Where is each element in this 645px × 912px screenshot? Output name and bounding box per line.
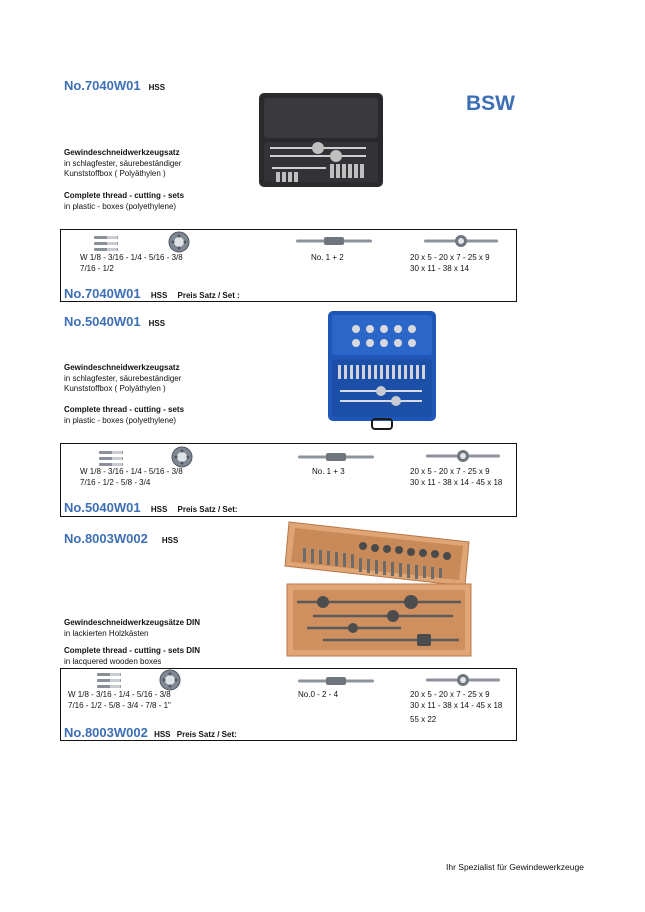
- tap-sizes: [80, 253, 183, 274]
- price-material: HSS: [154, 730, 171, 739]
- die-stock-line: 20 x 5 - 20 x 7 - 25 x 9: [410, 690, 490, 699]
- taps-icon: [93, 234, 121, 252]
- die-stock-sizes: [410, 253, 490, 274]
- die-stock-line: 30 x 11 - 38 x 14: [410, 263, 469, 273]
- die-icon: [159, 669, 181, 691]
- product-image: [326, 309, 438, 431]
- description-en-line: in plastic - boxes (polyethylene): [64, 201, 177, 211]
- price-row: [64, 286, 240, 301]
- product-image: [283, 518, 475, 658]
- material-label: HSS: [148, 83, 166, 92]
- description-de-line: in schlagfester, säurebeständiger: [64, 158, 182, 168]
- price-row: [64, 500, 238, 515]
- description-en: [64, 405, 184, 426]
- tap-wrench-label: No. 1 + 3: [312, 467, 345, 476]
- tap-wrench-icon: [297, 676, 375, 686]
- wooden-case-image: [283, 518, 475, 658]
- die-stock-line: 20 x 5 - 20 x 7 - 25 x 9: [410, 253, 490, 262]
- price-product-code: No.5040W01: [64, 500, 141, 515]
- die-stock-line: 55 x 22: [410, 715, 437, 724]
- die-stock-icon: [423, 234, 499, 248]
- tap-sizes-line: W 1/8 - 3/16 - 1/4 - 5/16 - 3/8: [68, 690, 171, 699]
- die-stock-sizes: [410, 690, 502, 726]
- description-de: [64, 618, 200, 639]
- description-en: [64, 191, 184, 212]
- brand-label: BSW: [466, 92, 515, 115]
- description-de-line: Kunststoffbox ( Polyäthylen ): [64, 169, 166, 178]
- product-header: [64, 77, 165, 95]
- product-header: [64, 313, 165, 331]
- tap-wrench-icon: [295, 236, 373, 246]
- tap-sizes-line: W 1/8 - 3/16 - 1/4 - 5/16 - 3/8: [80, 253, 183, 262]
- description-en-line: in plastic - boxes (polyethylene): [64, 415, 177, 425]
- tap-wrench-label: No.0 - 2 - 4: [298, 690, 339, 699]
- taps-icon: [96, 671, 124, 689]
- spec-box: [60, 443, 517, 517]
- die-stock-line: 20 x 5 - 20 x 7 - 25 x 9: [410, 467, 490, 476]
- price-product-code: No.7040W01: [64, 286, 141, 301]
- description-en-title: Complete thread - cutting - sets DIN: [64, 646, 201, 655]
- price-label: Preis Satz / Set:: [177, 505, 238, 514]
- description-de-title: Gewindeschneidwerkzeugsatz: [64, 148, 180, 157]
- tap-sizes-line: 7/16 - 1/2: [80, 263, 114, 273]
- price-material: HSS: [150, 505, 168, 514]
- tap-wrench-label: No. 1 + 2: [311, 253, 344, 262]
- description-en: [64, 646, 200, 667]
- plastic-case-image: [256, 90, 386, 190]
- description-de-title: Gewindeschneidwerkzeugsätze DIN: [64, 618, 201, 627]
- footer-tagline: Ihr Spezialist für Gewindewerkzeuge: [446, 862, 584, 872]
- die-stock-icon: [425, 673, 501, 687]
- price-product-code: No.8003W002: [64, 725, 148, 740]
- description-de: [64, 148, 181, 180]
- tap-sizes: [68, 690, 171, 711]
- tap-wrench-icon: [297, 452, 375, 462]
- price-label: Preis Satz / Set:: [176, 730, 237, 739]
- material-label: HSS: [148, 319, 166, 328]
- product-image: [256, 90, 386, 190]
- description-de: [64, 363, 181, 395]
- spec-box: [60, 668, 517, 741]
- spec-box: [60, 229, 517, 302]
- price-material: HSS: [150, 291, 168, 300]
- description-en-title: Complete thread - cutting - sets: [64, 191, 185, 200]
- die-stock-line: 30 x 11 - 38 x 14 - 45 x 18: [410, 700, 503, 710]
- die-stock-line: 30 x 11 - 38 x 14 - 45 x 18: [410, 477, 503, 487]
- description-en-line: in lacquered wooden boxes: [64, 656, 162, 666]
- description-de-line: in lackierten Holzkästen: [64, 628, 149, 638]
- tap-sizes-line: W 1/8 - 3/16 - 1/4 - 5/16 - 3/8: [80, 467, 183, 476]
- taps-icon: [98, 449, 126, 467]
- tap-sizes: [80, 467, 183, 488]
- tap-sizes-line: 7/16 - 1/2 - 5/8 - 3/4: [80, 477, 151, 487]
- description-en-title: Complete thread - cutting - sets: [64, 405, 185, 414]
- description-de-line: Kunststoffbox ( Polyäthylen ): [64, 384, 166, 393]
- die-icon: [171, 446, 193, 468]
- product-code: No.7040W01: [64, 78, 141, 93]
- tap-sizes-line: 7/16 - 1/2 - 5/8 - 3/4 - 7/8 - 1": [68, 700, 171, 710]
- product-header: [64, 530, 178, 548]
- die-stock-sizes: [410, 467, 502, 488]
- product-code: No.8003W002: [64, 531, 148, 546]
- die-icon: [168, 231, 190, 253]
- blue-case-image: [326, 309, 438, 431]
- description-de-line: in schlagfester, säurebeständiger: [64, 373, 182, 383]
- price-row: [64, 725, 237, 740]
- product-code: No.5040W01: [64, 314, 141, 329]
- description-de-title: Gewindeschneidwerkzeugsatz: [64, 363, 180, 372]
- price-label: Preis Satz / Set :: [177, 291, 240, 300]
- die-stock-icon: [425, 449, 501, 463]
- material-label: HSS: [161, 536, 179, 545]
